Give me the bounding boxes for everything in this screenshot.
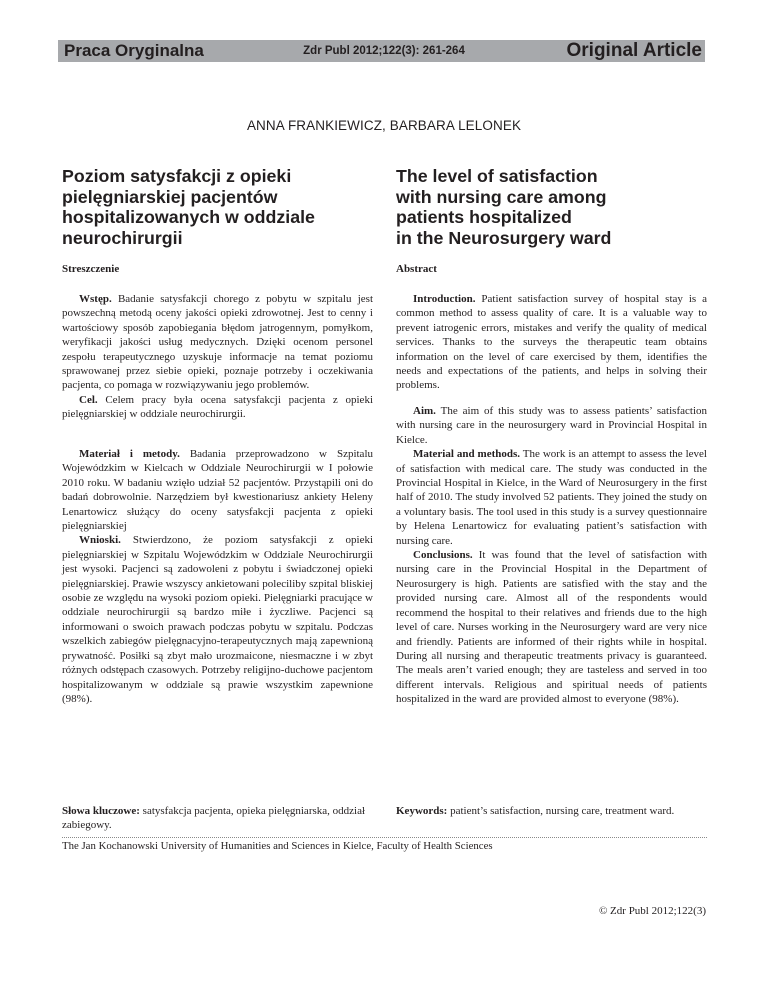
english-title-line: in the Neurosurgery ward (396, 227, 612, 248)
paragraph-label: Wnioski. (79, 534, 121, 547)
paragraph-text: The work is an attempt to assess the level of satisfaction with medical care. The study was conducted in the Provincial Hospital in Kielce, in the Ward of Neurosurgery in the first half of 2010. The study involved 52 patients. They joined the study on a voluntary basis. The tool used in this study is a survey questionnaire by Helena Lenartowicz for evaluating patient’s satisfaction with nursing care. (396, 448, 707, 547)
keywords-label: Słowa kluczowe: (62, 805, 140, 817)
paragraph-text: Patient satisfaction survey of hospital stay is a common method to assess quality of care. It is a valuable way to prevent iatrogenic errors, mistakes and verify the quality of medical services. Thanks to the surveys the therapeutic team obtains information on the level of care exercised by them, identifies the needs and expectations of the patients, and helps in solving their problems. (396, 293, 708, 392)
paragraph-text: It was found that the level of satisfaction with nursing care in the Provincial Hospital in the Department of Neurosurgery is high. Patients are satisfied with the stay and the provided nursing care. Almost all of the respondents would recommend the hospital to their relatives and friends due to the high level of care. Nurses working in the Neurosurgery ward are very nice and friendly. Patients are informed of their rights while in hospital. During all nursing and therapeutic treatments privacy is guaranteed. The meals aren’t varied enough; they are tasteless and served in too different intervals. Religious and spiritual needs of patients hospitalized in the ward are provided almost to everyone (98%). (396, 549, 707, 706)
article-type-polish: Praca Oryginalna (64, 41, 204, 60)
english-paragraph-introduction (396, 292, 707, 393)
keywords-text: satysfakcja pacjenta, opieka pielęgniarska, oddział zabiegowy. (62, 805, 366, 832)
polish-title-line: neurochirurgii (62, 227, 183, 248)
polish-title-line: Poziom satysfakcji z opieki (62, 166, 292, 186)
paragraph-text: Celem pracy była ocena satysfakcji pacjenta z opieki pielęgniarskiej w oddziale neurochirurgii. (62, 393, 373, 421)
polish-title (62, 166, 373, 248)
polish-paragraph-methods (62, 447, 373, 533)
paragraph-label: Material and methods. (413, 448, 521, 461)
english-keywords (396, 804, 707, 818)
english-paragraph-methods (396, 447, 707, 548)
paragraph-label: Aim. (413, 405, 436, 417)
english-abstract-intro (396, 292, 707, 393)
paragraph-label: Materiał i metody. (79, 448, 180, 460)
paragraph-label: Wstęp. (79, 293, 112, 305)
paragraph-label: Conclusions. (413, 549, 473, 562)
paragraph-text: Badanie satysfakcji chorego z pobytu w szpitalu jest powszechną metodą oceny jakości opieki zdrowotnej. Jest to cenny i wartościowy sposób zapobiegania błędom jatrogennym, pomyłkom, weryfikacji jakości usług medycznych. Dzięki ocenom personel zespołu terapeutycznego uzyskuje informacje na temat poziomu sprawowanej przez siebie opieki, poznaje potrzeby i oczekiwania pacjenta, co pomaga w rozwiązywaniu jego problemów. (62, 293, 374, 392)
paragraph-label: Introduction. (413, 293, 476, 305)
polish-abstract-methods (62, 447, 373, 706)
paragraph-label: Cel. (79, 393, 98, 406)
polish-paragraph-introduction (62, 292, 373, 393)
keywords-label: Keywords: (396, 805, 448, 817)
copyright: © Zdr Publ 2012;122(3) (598, 905, 706, 917)
journal-citation: Zdr Publ 2012;122(3): 261-264 (303, 45, 465, 57)
footer-divider (62, 837, 707, 838)
polish-title-line: hospitalizowanych w oddziale (62, 207, 315, 227)
english-section-heading: Abstract (396, 263, 437, 275)
polish-paragraph-aim (62, 393, 373, 422)
english-paragraph-aim (396, 404, 707, 447)
polish-paragraph-conclusions (62, 533, 373, 706)
polish-abstract-intro (62, 292, 373, 422)
english-paragraph-conclusions (396, 548, 707, 706)
paragraph-text: The aim of this study was to assess patients’ satisfaction with nursing care in the neurosurgery ward in Provincial Hospital in Kielce. (396, 405, 707, 446)
english-abstract-body (396, 404, 707, 707)
english-title (396, 166, 707, 248)
polish-keywords (62, 804, 373, 833)
polish-title-line: pielęgniarskiej pacjentów (62, 186, 278, 207)
article-type-english: Original Article (566, 40, 702, 61)
authors: ANNA FRANKIEWICZ, BARBARA LELONEK (246, 118, 522, 133)
keywords-text: patient’s satisfaction, nursing care, treatment ward. (450, 805, 675, 817)
polish-section-heading: Streszczenie (62, 263, 120, 275)
english-title-line: The level of satisfaction (396, 166, 598, 186)
english-title-line: patients hospitalized (396, 207, 572, 227)
paragraph-text: Stwierdzono, że poziom satysfakcji z opieki pielęgniarskiej w Szpitalu Wojewódzkim w Oddziale Neurochirurgii jest wysoki. Pacjenci są zadowoleni z pobytu i świadczonej opieki pielęgniarskiej. Prawie wszyscy ankietowani poleciliby szpital bliskiej osobie ze względu na wysoki poziom opieki. Pielęgniarki pracujące w oddziale neurochirurgii są bardzo miłe i życzliwe. Pacjenci są informowani o swoich prawach podczas pobytu w szpitalu. Podczas wszelkich zabiegów pielęgnacyjno-terapeutycznych mają zapewnioną prywatność. Posiłki są zbyt mało urozmaicone, niesmaczne i w zbyt różnych odstępach czasowych. Potrzeby religijno-duchowe pacjentom hospitalizowanym w oddziale są prawie wszystkim zapewnione (98%). (62, 534, 374, 705)
affiliation: The Jan Kochanowski University of Humanities and Sciences in Kielce, Faculty of Health Sciences (62, 840, 493, 852)
paragraph-text: Badania przeprowadzono w Szpitalu Wojewódzkim w Kielcach w Oddziale Neurochirurgii w I połowie 2010 roku. W badaniu wzięło udział 52 pacjentów. Przystąpili oni do badań dobrowolnie. Narzędziem był kwestionariusz ankiety Heleny Lenartowicz służący do oceny satysfakcji pacjenta z opieki pielęgniarskiej (62, 448, 373, 533)
english-title-line: with nursing care among (396, 186, 607, 207)
